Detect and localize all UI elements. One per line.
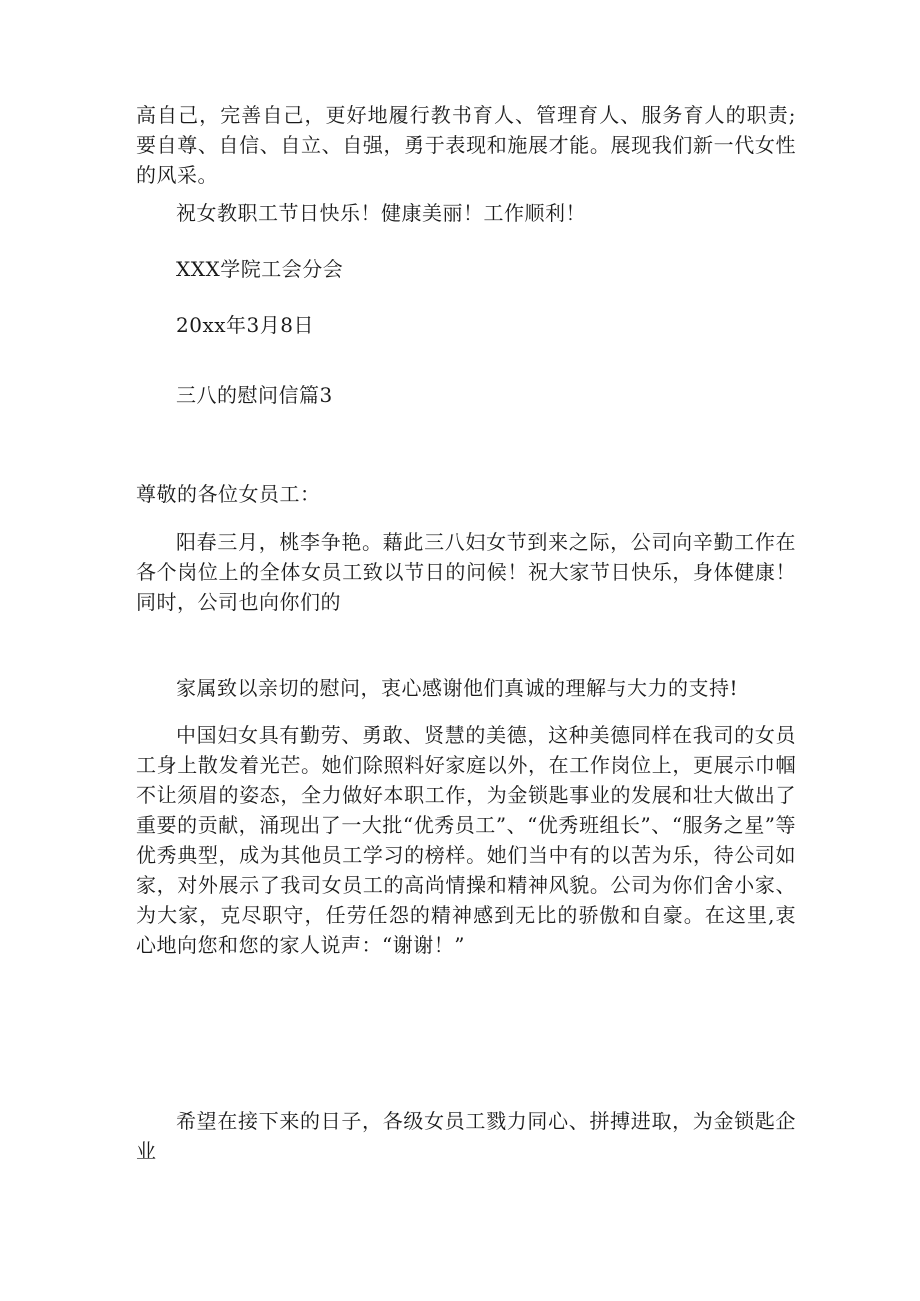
salutation: 尊敬的各位女员工： — [136, 482, 321, 506]
signature-date: 20xx年3月8日 — [176, 313, 314, 337]
signature-organization: XXX学院工会分会 — [176, 257, 344, 281]
paragraph-continuation: 高自己，完善自己，更好地履行教书育人、管理育人、服务育人的职责;要自尊、自信、自立、自强，勇于表现和施展才能。展现我们新一代女性的风采。 — [136, 103, 796, 187]
paragraph-wishes: 祝女教职工节日快乐！健康美丽！工作顺利！ — [176, 201, 586, 225]
paragraph-intro: 阳春三月，桃李争艳。藉此三八妇女节到来之际，公司向辛勤工作在各个岗位上的全体女员工致以节日的问候！祝大家节日快乐，身体健康！同时，公司也向你们的 — [136, 530, 796, 614]
paragraph-hope: 希望在接下来的日子，各级女员工戮力同心、拼搏进取，为金锁匙企业 — [136, 1109, 796, 1163]
paragraph-family: 家属致以亲切的慰问，衷心感谢他们真诚的理解与大力的支持! — [176, 676, 739, 700]
section-title: 三八的慰问信篇3 — [176, 383, 333, 407]
paragraph-virtue: 中国妇女具有勤劳、勇敢、贤慧的美德，这种美德同样在我司的女员工身上散发着光芒。她们除照料好家庭以外，在工作岗位上，更展示巾帼不让须眉的姿态，全力做好本职工作，为金锁匙事业的发展和壮大做出了重要的贡献，涌现出了一大批“优秀员工”、“优秀班组长”、“服务之星”等优秀典型，成为其他员工学习的榜样。她们当中有的以苦为乐，待公司如家，对外展示了我司女员工的高尚情操和精神风貌。公司为你们舍小家、为大家，克尽职守，任劳任怨的精神感到无比的骄傲和自豪。在这里,衷心地向您和您的家人说声：“谢谢！” — [136, 723, 796, 957]
